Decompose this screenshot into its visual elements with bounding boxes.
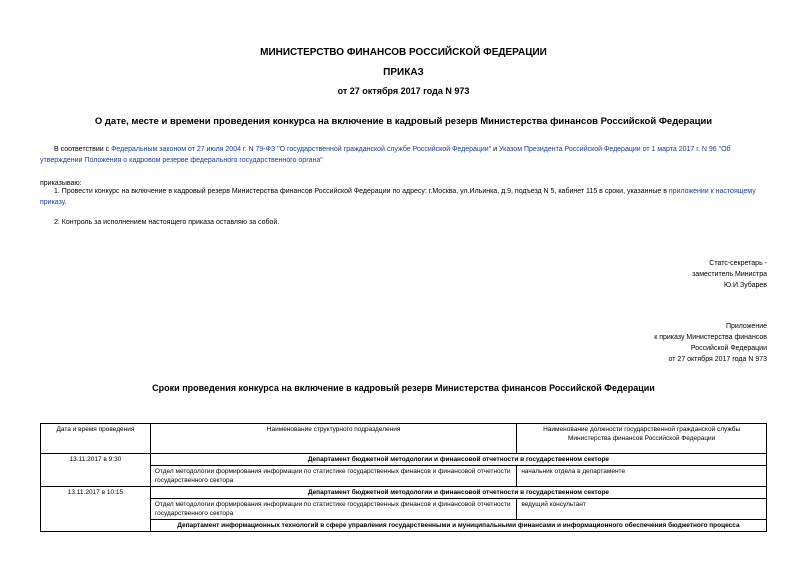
table-row — [41, 499, 767, 520]
order-item-1 — [40, 186, 767, 208]
order-word: приказываю: — [40, 180, 82, 187]
order-item-2: 2. Контроль за исполнением настоящего приказа оставляю за собой. — [54, 219, 280, 226]
signature-line-3: Ю.И.Зубарев — [723, 282, 767, 289]
preamble-text-2: и — [491, 146, 500, 153]
table-cell-date: 13.11.2017 в 10:15 — [41, 487, 151, 532]
doc-type: ПРИКАЗ — [383, 67, 424, 78]
table-cell-unit: Отдел методологии формирования информации по статистике государственных финансов и финансовой отчетности государственного сектора — [150, 499, 516, 520]
appendix-line-4: от 27 октября 2017 года N 973 — [668, 356, 767, 363]
table-cell-department: Департамент бюджетной методологии и финансовой отчетности в государственном секторе — [150, 487, 766, 499]
signature-line-2: заместитель Министра — [692, 271, 767, 278]
federal-law-link[interactable]: Федеральным законом от 27 июля 2004 г. N 79-ФЗ "О государственной гражданской службе Российской Федерации" — [111, 146, 492, 153]
table-row — [41, 454, 767, 466]
ministry-heading: МИНИСТЕРСТВО ФИНАНСОВ РОССИЙСКОЙ ФЕДЕРАЦИИ — [260, 47, 547, 58]
col-header-date: Дата и время проведения — [41, 424, 151, 454]
table-cell-unit: Отдел методологии формирования информации по статистике государственных финансов и финансовой отчетности государственного сектора — [150, 466, 516, 487]
doc-date-number: от 27 октября 2017 года N 973 — [337, 86, 470, 96]
doc-title: О дате, месте и времени проведения конкурса на включение в кадровый резерв Министерства финансов Российской Федерации — [94, 116, 713, 127]
signature-block — [692, 258, 767, 291]
table-cell-position: ведущий консультант — [517, 499, 767, 520]
col-header-unit: Наименование структурного подразделения — [150, 424, 516, 454]
appendix-line-1: Приложение — [725, 323, 767, 330]
presidential-decree-link[interactable]: Указом Президента Российской Федерации от 1 марта 2017 г. N 96 "Об утверждении Положения о кадровом резерве федерального государственного органа" — [40, 146, 731, 164]
item1-end: . — [64, 199, 67, 206]
table-cell-date: 13.11.2017 в 9:30 — [41, 454, 151, 487]
appendix-title: Сроки проведения конкурса на включение в кадровый резерв Министерства финансов Российской Федерации — [152, 383, 655, 393]
appendix-line-3: Российской Федерации — [690, 345, 767, 352]
table-cell-position: начальник отдела в департаменте — [517, 466, 767, 487]
item1-text: 1. Провести конкурс на включение в кадровый резерв Министерства финансов Российской Федерации по адресу: г.Москва, ул.Ильинка, д.9, подъезд N 5, кабинет 115 в сроки, указанные в — [54, 188, 669, 195]
col-header-position: Наименование должности государственной гражданской службы Министерства финансов Российской Федерации — [517, 424, 767, 454]
preamble — [40, 144, 767, 166]
signature-line-1: Статс-секретарь - — [709, 260, 767, 267]
table-header-row — [41, 424, 767, 454]
table-cell-department: Департамент информационных технологий в сфере управления государственными и муниципальными финансами и информационного обеспечения бюджетного процесса — [150, 520, 766, 532]
table-row — [41, 466, 767, 487]
table-cell-department: Департамент бюджетной методологии и финансовой отчетности в государственном секторе — [150, 454, 766, 466]
appendix-link[interactable]: приложении к настоящему приказу — [40, 188, 756, 206]
table-row — [41, 520, 767, 532]
preamble-text-1: В соответствии с — [54, 146, 112, 153]
appendix-line-2: к приказу Министерства финансов — [654, 334, 767, 341]
table-row — [41, 487, 767, 499]
schedule-table — [40, 423, 767, 532]
appendix-header — [654, 321, 767, 365]
